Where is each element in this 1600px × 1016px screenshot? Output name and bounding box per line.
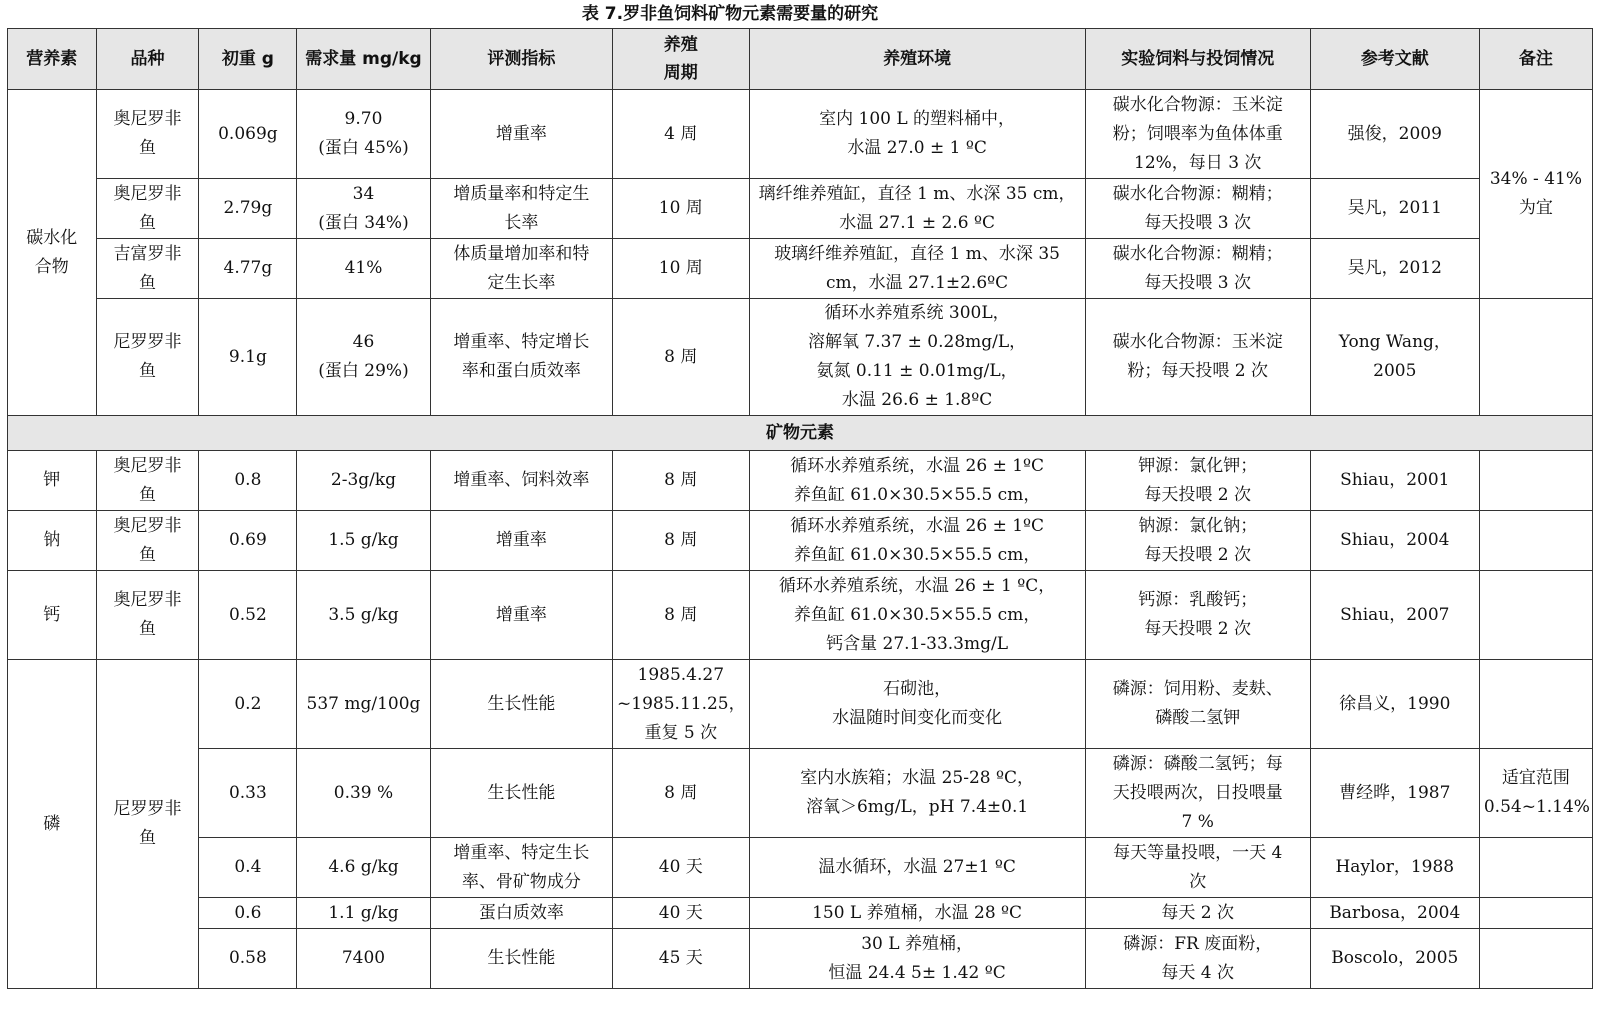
weight-cell: 0.58: [199, 929, 297, 989]
requirement-cell: 4.6 g/kg: [297, 838, 430, 898]
weight-cell: 0.2: [199, 660, 297, 749]
table-row: [8, 749, 1593, 838]
requirement-cell: 3.5 g/kg: [297, 571, 430, 660]
period-cell: 1985.4.27 ~1985.11.25， 重复 5 次: [613, 660, 749, 749]
note-cell: [1479, 898, 1592, 929]
header-cell: 营养素: [8, 29, 97, 90]
index-cell: 增重率、特定增长 率和蛋白质效率: [430, 299, 612, 416]
feed-cell: 磷源：FR 废面粉， 每天 4 次: [1085, 929, 1310, 989]
environment-cell: 循环水养殖系统 300L， 溶解氧 7.37 ± 0.28mg/L， 氨氮 0.11 ± 0.01mg/L， 水温 26.6 ± 1.8ºC: [749, 299, 1085, 416]
weight-cell: 9.1g: [199, 299, 297, 416]
environment-cell: 循环水养殖系统，水温 26 ± 1ºC 养鱼缸 61.0×30.5×55.5 cm，: [749, 451, 1085, 511]
requirement-cell: 537 mg/100g: [297, 660, 430, 749]
index-cell: 体质量增加率和特 定生长率: [430, 239, 612, 299]
requirement-cell: 0.39 %: [297, 749, 430, 838]
note-cell: [1479, 660, 1592, 749]
reference-cell: Shiau，2001: [1310, 451, 1479, 511]
environment-cell: 石砌池， 水温随时间变化而变化: [749, 660, 1085, 749]
note-cell: [1479, 299, 1592, 416]
header-cell: 实验饲料与投饲情况: [1085, 29, 1310, 90]
table-row: [8, 511, 1593, 571]
feed-cell: 碳水化合物源：玉米淀 粉；每天投喂 2 次: [1085, 299, 1310, 416]
weight-cell: 0.6: [199, 898, 297, 929]
header-cell: 初重 g: [199, 29, 297, 90]
weight-cell: 0.52: [199, 571, 297, 660]
environment-cell: 璃纤维养殖缸，直径 1 m、水深 35 cm， 水温 27.1 ± 2.6 ºC: [749, 179, 1085, 239]
feed-cell: 磷源：磷酸二氢钙；每 天投喂两次，日投喂量 7 %: [1085, 749, 1310, 838]
period-cell: 8 周: [613, 299, 749, 416]
requirement-cell: 9.70 (蛋白 45%): [297, 90, 430, 179]
feed-cell: 碳水化合物源：玉米淀 粉；饲喂率为鱼体体重 12%，每日 3 次: [1085, 90, 1310, 179]
feed-cell: 碳水化合物源：糊精； 每天投喂 3 次: [1085, 179, 1310, 239]
species-cell: 奥尼罗非 鱼: [96, 179, 199, 239]
feed-cell: 钠源：氯化钠； 每天投喂 2 次: [1085, 511, 1310, 571]
nutrient-cell: 钾: [8, 451, 97, 511]
requirements-table: [7, 28, 1593, 989]
species-cell: 奥尼罗非 鱼: [96, 571, 199, 660]
index-cell: 生长性能: [430, 749, 612, 838]
note-cell: [1479, 571, 1592, 660]
note-cell: [1479, 838, 1592, 898]
note-cell: 适宜范围 0.54~1.14%: [1479, 749, 1592, 838]
reference-cell: Haylor，1988: [1310, 838, 1479, 898]
nutrient-cell: 钙: [8, 571, 97, 660]
reference-cell: 强俊，2009: [1310, 90, 1479, 179]
environment-cell: 玻璃纤维养殖缸，直径 1 m、水深 35 cm，水温 27.1±2.6ºC: [749, 239, 1085, 299]
index-cell: 生长性能: [430, 929, 612, 989]
reference-cell: 曹经晔，1987: [1310, 749, 1479, 838]
feed-cell: 磷源：饲用粉、麦麸、 磷酸二氢钾: [1085, 660, 1310, 749]
table-row: [8, 660, 1593, 749]
environment-cell: 室内水族箱；水温 25-28 ºC， 溶氧＞6mg/L，pH 7.4±0.1: [749, 749, 1085, 838]
note-cell: [1479, 451, 1592, 511]
period-cell: 10 周: [613, 239, 749, 299]
species-cell: 奥尼罗非 鱼: [96, 511, 199, 571]
note-cell: [1479, 929, 1592, 989]
requirement-cell: 34 (蛋白 34%): [297, 179, 430, 239]
environment-cell: 150 L 养殖桶，水温 28 ºC: [749, 898, 1085, 929]
nutrient-cell: 碳水化 合物: [8, 90, 97, 416]
period-cell: 8 周: [613, 749, 749, 838]
requirement-cell: 46 (蛋白 29%): [297, 299, 430, 416]
requirement-cell: 41%: [297, 239, 430, 299]
period-cell: 40 天: [613, 898, 749, 929]
weight-cell: 0.69: [199, 511, 297, 571]
header-cell: 品种: [96, 29, 199, 90]
period-cell: 8 周: [613, 571, 749, 660]
weight-cell: 4.77g: [199, 239, 297, 299]
weight-cell: 0.4: [199, 838, 297, 898]
header-cell: 需求量 mg/kg: [297, 29, 430, 90]
section-row: [8, 416, 1593, 451]
table-row: [8, 239, 1593, 299]
index-cell: 生长性能: [430, 660, 612, 749]
reference-cell: Shiau，2007: [1310, 571, 1479, 660]
header-row: [8, 29, 1593, 90]
index-cell: 增重率: [430, 90, 612, 179]
weight-cell: 0.33: [199, 749, 297, 838]
reference-cell: 徐昌义，1990: [1310, 660, 1479, 749]
species-cell: 吉富罗非 鱼: [96, 239, 199, 299]
header-cell: 养殖环境: [749, 29, 1085, 90]
reference-cell: Boscolo，2005: [1310, 929, 1479, 989]
environment-cell: 30 L 养殖桶， 恒温 24.4 5± 1.42 ºC: [749, 929, 1085, 989]
reference-cell: Yong Wang， 2005: [1310, 299, 1479, 416]
species-cell: 尼罗罗非 鱼: [96, 299, 199, 416]
reference-cell: Shiau，2004: [1310, 511, 1479, 571]
header-cell: 备注: [1479, 29, 1592, 90]
index-cell: 增重率: [430, 511, 612, 571]
note-cell: 34% - 41% 为宜: [1479, 90, 1592, 299]
requirement-cell: 7400: [297, 929, 430, 989]
requirement-cell: 2-3g/kg: [297, 451, 430, 511]
header-cell: 参考文献: [1310, 29, 1479, 90]
index-cell: 蛋白质效率: [430, 898, 612, 929]
feed-cell: 碳水化合物源：糊精； 每天投喂 3 次: [1085, 239, 1310, 299]
feed-cell: 钙源：乳酸钙； 每天投喂 2 次: [1085, 571, 1310, 660]
table-row: [8, 838, 1593, 898]
note-cell: [1479, 511, 1592, 571]
table-row: [8, 898, 1593, 929]
requirement-cell: 1.1 g/kg: [297, 898, 430, 929]
period-cell: 8 周: [613, 511, 749, 571]
period-cell: 45 天: [613, 929, 749, 989]
index-cell: 增重率、饲料效率: [430, 451, 612, 511]
species-cell: 尼罗罗非 鱼: [96, 660, 199, 989]
reference-cell: Barbosa，2004: [1310, 898, 1479, 929]
table-row: [8, 451, 1593, 511]
section-label: 矿物元素: [8, 416, 1593, 451]
weight-cell: 0.069g: [199, 90, 297, 179]
index-cell: 增质量率和特定生 长率: [430, 179, 612, 239]
reference-cell: 吴凡，2011: [1310, 179, 1479, 239]
feed-cell: 每天 2 次: [1085, 898, 1310, 929]
header-cell: 评测指标: [430, 29, 612, 90]
period-cell: 8 周: [613, 451, 749, 511]
feed-cell: 每天等量投喂，一天 4 次: [1085, 838, 1310, 898]
header-cell: 养殖 周期: [613, 29, 749, 90]
index-cell: 增重率、特定生长 率、骨矿物成分: [430, 838, 612, 898]
nutrient-cell: 钠: [8, 511, 97, 571]
weight-cell: 2.79g: [199, 179, 297, 239]
environment-cell: 室内 100 L 的塑料桶中， 水温 27.0 ± 1 ºC: [749, 90, 1085, 179]
species-cell: 奥尼罗非 鱼: [96, 451, 199, 511]
reference-cell: 吴凡，2012: [1310, 239, 1479, 299]
table-title: 表 7.罗非鱼饲料矿物元素需要量的研究: [581, 4, 879, 24]
table-row: [8, 90, 1593, 179]
index-cell: 增重率: [430, 571, 612, 660]
nutrient-cell: 磷: [8, 660, 97, 989]
period-cell: 10 周: [613, 179, 749, 239]
requirement-cell: 1.5 g/kg: [297, 511, 430, 571]
table-row: [8, 299, 1593, 416]
environment-cell: 循环水养殖系统，水温 26 ± 1 ºC， 养鱼缸 61.0×30.5×55.5 cm， 钙含量 27.1-33.3mg/L: [749, 571, 1085, 660]
environment-cell: 温水循环，水温 27±1 ºC: [749, 838, 1085, 898]
period-cell: 40 天: [613, 838, 749, 898]
feed-cell: 钾源：氯化钾； 每天投喂 2 次: [1085, 451, 1310, 511]
table-row: [8, 179, 1593, 239]
environment-cell: 循环水养殖系统，水温 26 ± 1ºC 养鱼缸 61.0×30.5×55.5 cm，: [749, 511, 1085, 571]
species-cell: 奥尼罗非 鱼: [96, 90, 199, 179]
period-cell: 4 周: [613, 90, 749, 179]
weight-cell: 0.8: [199, 451, 297, 511]
table-row: [8, 929, 1593, 989]
table-row: [8, 571, 1593, 660]
